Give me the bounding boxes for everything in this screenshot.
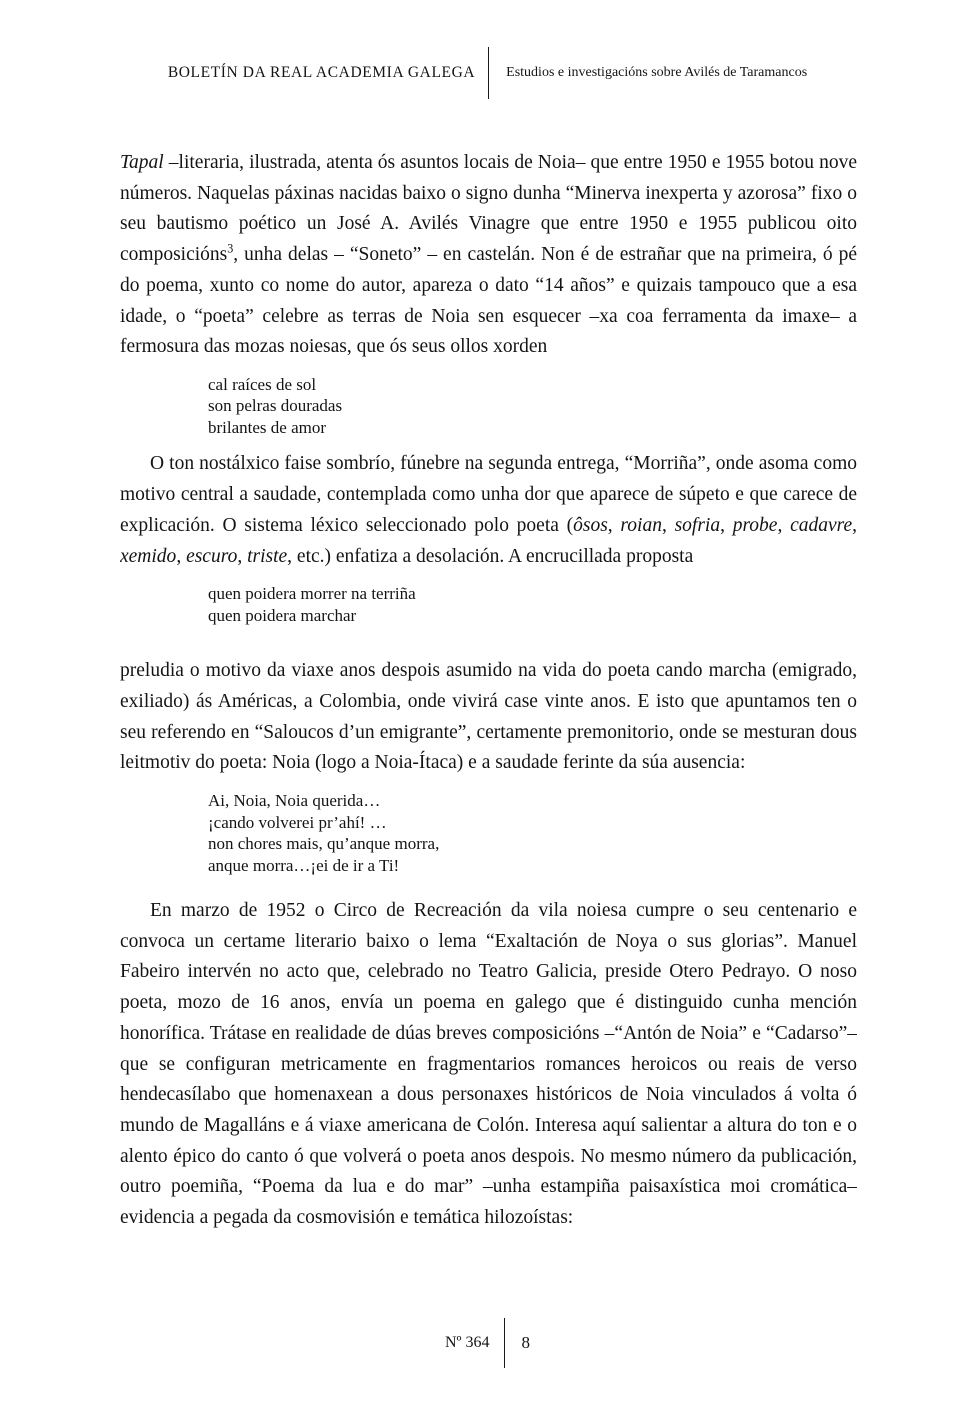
text-segment: xemido (120, 545, 177, 567)
verse-line: anque morra…¡ei de ir a Ti! (208, 855, 400, 875)
article-body (120, 148, 857, 1234)
text-segment: , (661, 514, 675, 536)
issue-number: Nº 364 (444, 1334, 490, 1351)
verse-line: quen poidera marchar (208, 605, 357, 625)
verse-line: son pelras douradas (208, 396, 343, 416)
text-segment: , (777, 514, 791, 536)
text-segment: roian (620, 514, 662, 536)
text-segment: cadavre (790, 514, 853, 536)
paragraph (120, 896, 857, 1234)
footnote-marker: 3 (227, 241, 234, 256)
verse-line: cal raíces de sol (208, 374, 317, 394)
section-title: Estudios e investigacións sobre Avilés de Taramancos (506, 65, 808, 80)
text-segment: , (720, 514, 733, 536)
text-segment: En marzo de 1952 o Circo de Recreación da vila noiesa cumpre o seu centenario e convoca un certame literario baixo o lema “Exaltación de Noya o sus glorias”. Manuel Fabeiro intervén no acto que, celebrado no Teatro Galicia, preside Otero Pedrayo. O noso poeta, mozo de 16 anos, envía un poema en galego que é distinguido cunha mención honorífica. Trátase en realidade de dúas breves composicións –“Antón de Noia” e “Cadarso”– que se configuran metricamente en fragmentarios romances heroicos ou reais de verso hendecasílabo que homenaxean a dous personaxes históricos de Noia vinculados á volta ó mundo de Magalláns e á viaxe americana de Colón. Interesa aquí salientar a altura do ton e o alento épico do canto ó que volverá o poeta anos despois. No mesmo número da publicación, outro poemiña, “Poema da lua e do mar” –unha estampiña paisaxística moi cromática– evidencia a pegada da cosmovisión e temática hilozoístas: (120, 900, 857, 1229)
text-segment: O ton nostálxico faise sombrío, fúnebre na segunda entrega, “Morriña”, onde asoma como motivo central a saudade, contemplada como unha dor que aparece de súpeto e que carece de explicación. O sistema léxico seleccionado polo poeta ( (120, 453, 857, 536)
text-segment: triste (247, 545, 288, 567)
paragraph (120, 148, 857, 363)
verse-line: Ai, Noia, Noia querida… (208, 791, 381, 811)
paragraph (120, 656, 857, 779)
text-segment: , unha delas – “Soneto” – en castelán. Non é de estrañar que na primeira, ó pé do poema, xunto co nome do autor, apareza o dato “14 años” e quizais tampouco que a esa idade, o “poeta” celebre as terras de Noia sen esquecer –xa coa ferramenta da imaxe– a fermosura das mozas noiesas, que ós seus ollos xorden (120, 244, 857, 358)
text-segment: , (607, 514, 621, 536)
page-number: 8 (521, 1333, 530, 1352)
text-segment: Tapal (120, 152, 164, 173)
text-segment: –literaria, ilustrada, atenta ós asuntos locais de Noia– que entre 1950 e 1955 botou nove números. Naquelas páxinas nacidas baixo o signo dunha “Minerva inexperta y azorosa” fixo o seu bautismo poético un José A. Avilés Vinagre que entre 1950 e 1955 publicou oito composicións (120, 152, 857, 266)
verse-block (208, 374, 857, 439)
paragraph (120, 449, 857, 572)
text-segment: ôsos (573, 514, 608, 536)
text-segment: probe (732, 514, 778, 536)
verse-line: quen poidera morrer na terriña (208, 584, 416, 604)
verse-block (208, 583, 857, 626)
text-segment: , etc.) enfatiza a desolación. A encrucillada proposta (287, 545, 694, 567)
text-segment: sofria (674, 514, 721, 536)
text-segment: , (176, 545, 187, 567)
text-segment: preludia o motivo da viaxe anos despois asumido na vida do poeta cando marcha (emigrado, exiliado) ás Américas, a Colombia, onde vivirá case vinte anos. E isto que apuntamos ten o seu referendo en “Saloucos d’un emigrante”, certamente premonitorio, onde se mesturan dous leitmotiv do poeta: Noia (logo a Noia-Ítaca) e a saudade ferinte da súa ausencia: (120, 660, 857, 774)
text-segment: escuro (186, 545, 238, 567)
verse-line: non chores mais, qu’anque morra, (208, 834, 440, 854)
verse-block (208, 790, 857, 876)
verse-line: brilantes de amor (208, 417, 327, 437)
page-header (0, 47, 975, 99)
journal-title: BOLETÍN DA REAL ACADEMIA GALEGA (167, 64, 476, 81)
verse-line: ¡cando volverei pr’ahí! … (208, 812, 387, 832)
page-footer (0, 1318, 975, 1368)
text-segment: , (852, 514, 857, 536)
text-segment: , (237, 545, 248, 567)
